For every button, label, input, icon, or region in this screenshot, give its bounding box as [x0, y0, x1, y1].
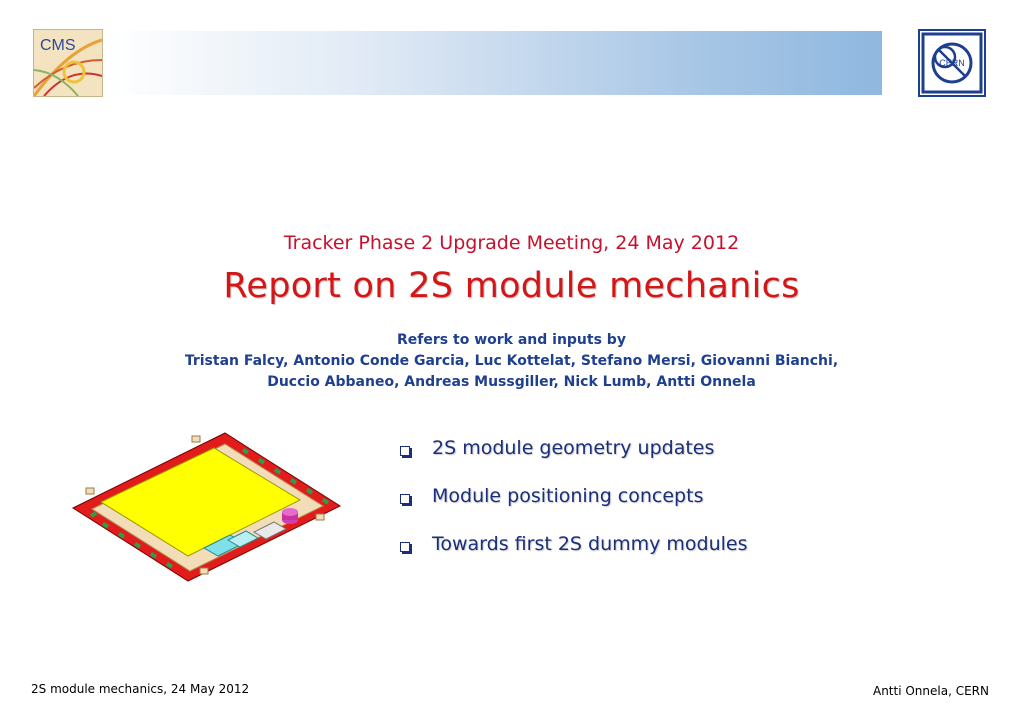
slide-title: Report on 2S module mechanics: [223, 266, 800, 306]
footer-right: Antti Onnela, CERN: [872, 684, 989, 698]
square-bullet-icon: [400, 446, 410, 456]
header-gradient-band: [104, 31, 882, 95]
cern-logo-graphic: [918, 29, 986, 97]
credits-intro: Refers to work and inputs by: [397, 332, 626, 348]
svg-text:CERN: CERN: [939, 58, 965, 68]
cms-logo-graphic: [34, 30, 102, 96]
credits-block: [0, 330, 1023, 393]
cern-logo: [918, 29, 986, 97]
bullet-text: Module positioning concepts: [432, 485, 704, 507]
bullet-text: Towards first 2S dummy modules: [432, 533, 748, 555]
bullet-text: 2S module geometry updates: [432, 437, 715, 459]
bullet-item: [400, 485, 920, 533]
bullet-item: [400, 437, 920, 485]
module-render-image: [68, 428, 343, 587]
bullet-list: [400, 437, 920, 581]
cms-logo: [33, 29, 103, 97]
footer-left: 2S module mechanics, 24 May 2012: [31, 682, 250, 696]
svg-text:CMS: CMS: [40, 37, 76, 54]
square-bullet-icon: [400, 494, 410, 504]
meeting-subtitle: Tracker Phase 2 Upgrade Meeting, 24 May 2012: [283, 232, 740, 254]
credits-line-2: Duccio Abbaneo, Andreas Mussgiller, Nick Lumb, Antti Onnela: [267, 374, 756, 390]
square-bullet-icon: [400, 542, 410, 552]
bullet-item: [400, 533, 920, 581]
credits-line-1: Tristan Falcy, Antonio Conde Garcia, Luc Kottelat, Stefano Mersi, Giovanni Bianchi,: [184, 353, 839, 369]
